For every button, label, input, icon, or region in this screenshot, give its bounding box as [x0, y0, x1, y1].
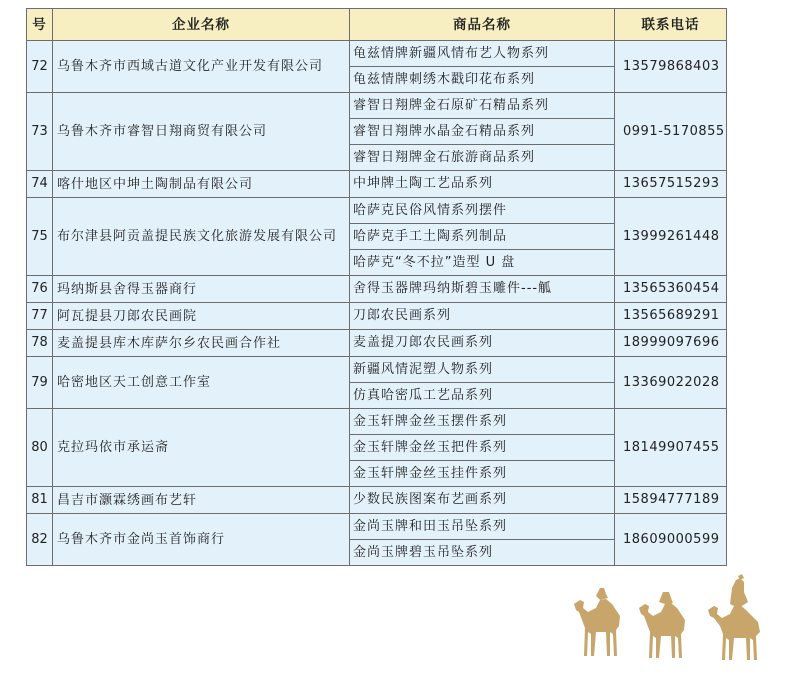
phone-number: 13565689291 — [615, 303, 727, 330]
company-name: 乌鲁木齐市金尚玉首饰商行 — [53, 514, 350, 566]
table-body — [27, 41, 727, 566]
row-number: 80 — [27, 409, 53, 487]
header-product: 商品名称 — [350, 9, 615, 41]
phone-number: 0991-5170855 — [615, 93, 727, 171]
product-name: 龟兹情牌刺绣木戳印花布系列 — [350, 67, 615, 93]
table-row — [27, 93, 727, 119]
company-name: 克拉玛依市承运斋 — [53, 409, 350, 487]
product-name: 哈萨克“冬不拉”造型 U 盘 — [350, 250, 615, 276]
product-name: 金尚玉牌和田玉吊坠系列 — [350, 514, 615, 540]
product-name: 麦盖提刀郎农民画系列 — [350, 330, 615, 357]
phone-number: 13999261448 — [615, 198, 727, 276]
phone-number: 15894777189 — [615, 487, 727, 514]
company-name: 喀什地区中坤土陶制品有限公司 — [53, 171, 350, 198]
table-row — [27, 487, 727, 514]
product-name: 睿智日翔牌金石旅游商品系列 — [350, 145, 615, 171]
company-name: 乌鲁木齐市睿智日翔商贸有限公司 — [53, 93, 350, 171]
phone-number: 18609000599 — [615, 514, 727, 566]
company-name: 哈密地区天工创意工作室 — [53, 357, 350, 409]
product-name: 哈萨克民俗风情系列摆件 — [350, 198, 615, 224]
product-name: 刀郎农民画系列 — [350, 303, 615, 330]
header-num: 号 — [27, 9, 53, 41]
row-number: 75 — [27, 198, 53, 276]
phone-number: 13657515293 — [615, 171, 727, 198]
phone-number: 18999097696 — [615, 330, 727, 357]
product-name: 新疆风情泥塑人物系列 — [350, 357, 615, 383]
row-number: 77 — [27, 303, 53, 330]
table-row — [27, 514, 727, 540]
table-header-row — [27, 9, 727, 41]
row-number: 74 — [27, 171, 53, 198]
product-name: 金玉轩牌金丝玉摆件系列 — [350, 409, 615, 435]
table-row — [27, 409, 727, 435]
product-name: 少数民族图案布艺画系列 — [350, 487, 615, 514]
product-name: 睿智日翔牌金石原矿石精品系列 — [350, 93, 615, 119]
table-row — [27, 41, 727, 67]
product-name: 哈萨克手工土陶系列制品 — [350, 224, 615, 250]
table-row — [27, 171, 727, 198]
row-number: 82 — [27, 514, 53, 566]
product-name: 睿智日翔牌水晶金石精品系列 — [350, 119, 615, 145]
company-name: 麦盖提县库木库萨尔乡农民画合作社 — [53, 330, 350, 357]
header-company: 企业名称 — [53, 9, 350, 41]
phone-number: 13579868403 — [615, 41, 727, 93]
table-row — [27, 330, 727, 357]
enterprise-table — [26, 8, 727, 566]
phone-number: 18149907455 — [615, 409, 727, 487]
product-name: 龟兹情牌新疆风情布艺人物系列 — [350, 41, 615, 67]
product-name: 金玉轩牌金丝玉把件系列 — [350, 435, 615, 461]
phone-number: 13565360454 — [615, 276, 727, 303]
row-number: 76 — [27, 276, 53, 303]
product-name: 舍得玉器牌玛纳斯碧玉雕件---觚 — [350, 276, 615, 303]
table-row — [27, 357, 727, 383]
row-number: 79 — [27, 357, 53, 409]
header-phone: 联系电话 — [615, 9, 727, 41]
product-name: 金尚玉牌碧玉吊坠系列 — [350, 540, 615, 566]
company-name: 玛纳斯县舍得玉器商行 — [53, 276, 350, 303]
product-name: 中坤牌土陶工艺品系列 — [350, 171, 615, 198]
table-row — [27, 198, 727, 224]
company-name: 乌鲁木齐市西域古道文化产业开发有限公司 — [53, 41, 350, 93]
camel-caravan-icon — [570, 568, 775, 663]
table-row — [27, 276, 727, 303]
product-name: 仿真哈密瓜工艺品系列 — [350, 383, 615, 409]
product-name: 金玉轩牌金丝玉挂件系列 — [350, 461, 615, 487]
row-number: 72 — [27, 41, 53, 93]
company-name: 昌吉市灏霖绣画布艺轩 — [53, 487, 350, 514]
row-number: 81 — [27, 487, 53, 514]
row-number: 78 — [27, 330, 53, 357]
company-name: 布尔津县阿贡盖提民族文化旅游发展有限公司 — [53, 198, 350, 276]
phone-number: 13369022028 — [615, 357, 727, 409]
row-number: 73 — [27, 93, 53, 171]
table-row — [27, 303, 727, 330]
company-name: 阿瓦提县刀郎农民画院 — [53, 303, 350, 330]
